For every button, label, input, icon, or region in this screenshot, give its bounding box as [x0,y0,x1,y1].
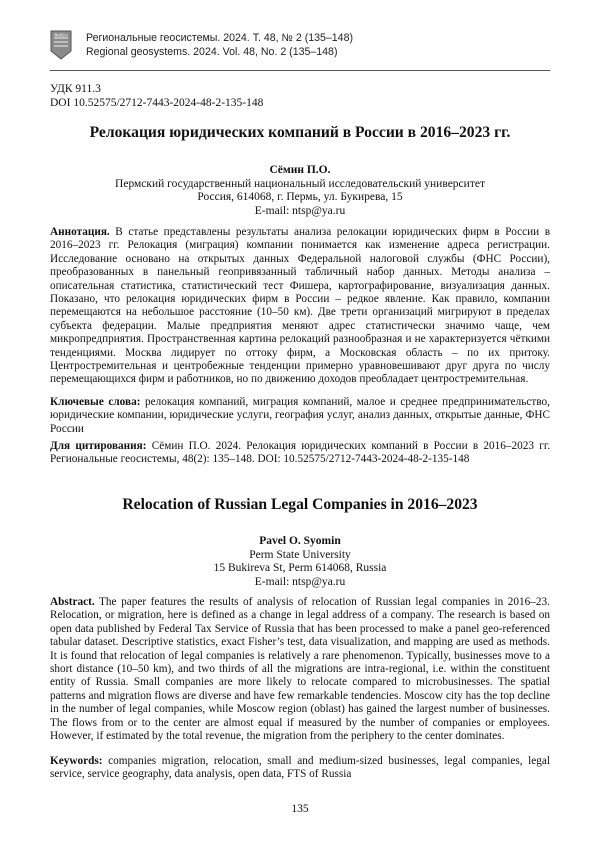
abstract-text-ru: В статье представлены результаты анализа релокации юридических фирм в России в 2016–2023 гг. Релокация (миграция) компании понимается как изменение адреса регистрации. Исследование основано на открытых данных Федеральной налоговой службы (ФНС России), преобразованных в панельный геопривязанный табличный набор данных. Методы анализа – описательная статистика, статистический тест Фишера, картографирование, визуализация данных. Показано, что релокация юридических фирм в России – редкое явление. Как правило, компании перемещаются на небольшое расстояние (10–50 км). Две трети организаций мигрируют в пределах субъекта федерации. Малые предприятия меняют адрес статистически значимо чаще, чем микропредприятия. Пространственная картина релокаций разнообразная и не характеризуется чёткими тенденциями. Москва лидирует по оттоку фирм, а Московская область – по их притоку. Центростремительная и центробежные тенденции примерно уравновешивают друг друга по числу перемещающихся фирм и работников, но по движению доходов преобладает центростремительная. [50,226,551,386]
article-meta [50,82,263,110]
keywords-text-ru: релокация компаний, миграция компаний, малое и среднее предпринимательство, юридические компании, юридические услуги, география услуг, анализ данных, открытые данные, ФНС России [50,396,550,435]
abstract-label-ru: Аннотация. [50,226,110,238]
keywords-label-en: Keywords: [50,755,103,767]
title-ru: Релокация юридических компаний в России в 2016–2023 гг. [89,124,511,141]
email-en: E-mail: ntsp@ya.ru [254,575,346,588]
abstract-text-en: The paper features the results of analysis of relocation of Russian legal companies in 2016–23. Relocation, or migration, here is defined as a change in legal address of a company. The research is based on open data published by Federal Tax Service of Russia that has been processed to make a panel geo-referenced tabular dataset. Descriptive statistics, exact Fisher’s test, data visualization, and mapping are used as methods. It is found that relocation of legal companies is relatively a rare phenomenon. Typically, businesses move to a short distance (10–50 km), and two thirds of all the migrations are intra-regional, i.e. within the constituent entity of Russia. Small companies are more likely to relocate compared to microbusinesses. The spatial patterns and migration flows are diverse and have few remarkable tendencies. Moscow city has the top decline in the number of legal companies, while Moscow region (oblast) has gained the largest number of businesses. The flows from or to the center are almost equal if measured by the number of companies or employees. However, if estimated by the total revenue, the migration from the periphery to the center dominates. [50,596,550,743]
keywords-text-en: companies migration, relocation, small and medium-sized businesses, legal companies, legal service, service geography, data analysis, open data, FTS of Russia [50,755,551,781]
abstract-ru [50,226,550,387]
email-ru: E-mail: ntsp@ya.ru [254,204,346,217]
address-ru: Россия, 614068, г. Пермь, ул. Букирева, 15 [197,191,403,204]
keywords-label-ru: Ключевые слова: [50,396,141,408]
affiliation-en: Perm State University [249,548,351,561]
journal-logo-icon [50,30,72,60]
page-number: 135 [291,803,309,815]
journal-name-ru: Региональные геосистемы. 2024. Т. 48, № 2 (135–148) [86,32,353,44]
keywords-ru [50,396,550,436]
address-en: 15 Bukireva St, Perm 614068, Russia [213,562,387,575]
author-name-en: Pavel O. Syomin [259,535,341,547]
abstract-label-en: Abstract. [50,596,95,608]
title-en: Relocation of Russian Legal Companies in 2016–2023 [122,496,478,513]
citation-ru [50,440,550,467]
journal-name-en: Regional geosystems. 2024. Vol. 48, No. 2 (135–148) [86,46,338,58]
citation-text-ru: Сёмин П.О. 2024. Релокация юридических компаний в России в 2016–2023 гг. Региональные геосистемы, 48(2): 135–148. DOI: 10.52575/2712-7443-2024-48-2-135-148 [50,440,551,466]
author-name-ru: Сёмин П.О. [269,164,331,176]
keywords-en [50,755,550,782]
logo-text: BelGU [54,32,68,38]
journal-header [50,28,550,71]
journal-citation-lines [86,31,353,59]
abstract-en [50,596,550,743]
udk: УДК 911.3 [50,83,101,95]
affiliation-ru: Пермский государственный национальный исследовательский университет [115,177,485,190]
citation-label-ru: Для цитирования: [50,440,147,452]
doi: DOI 10.52575/2712-7443-2024-48-2-135-148 [50,97,264,109]
author-block-ru [50,164,550,218]
author-block-en [50,535,550,589]
